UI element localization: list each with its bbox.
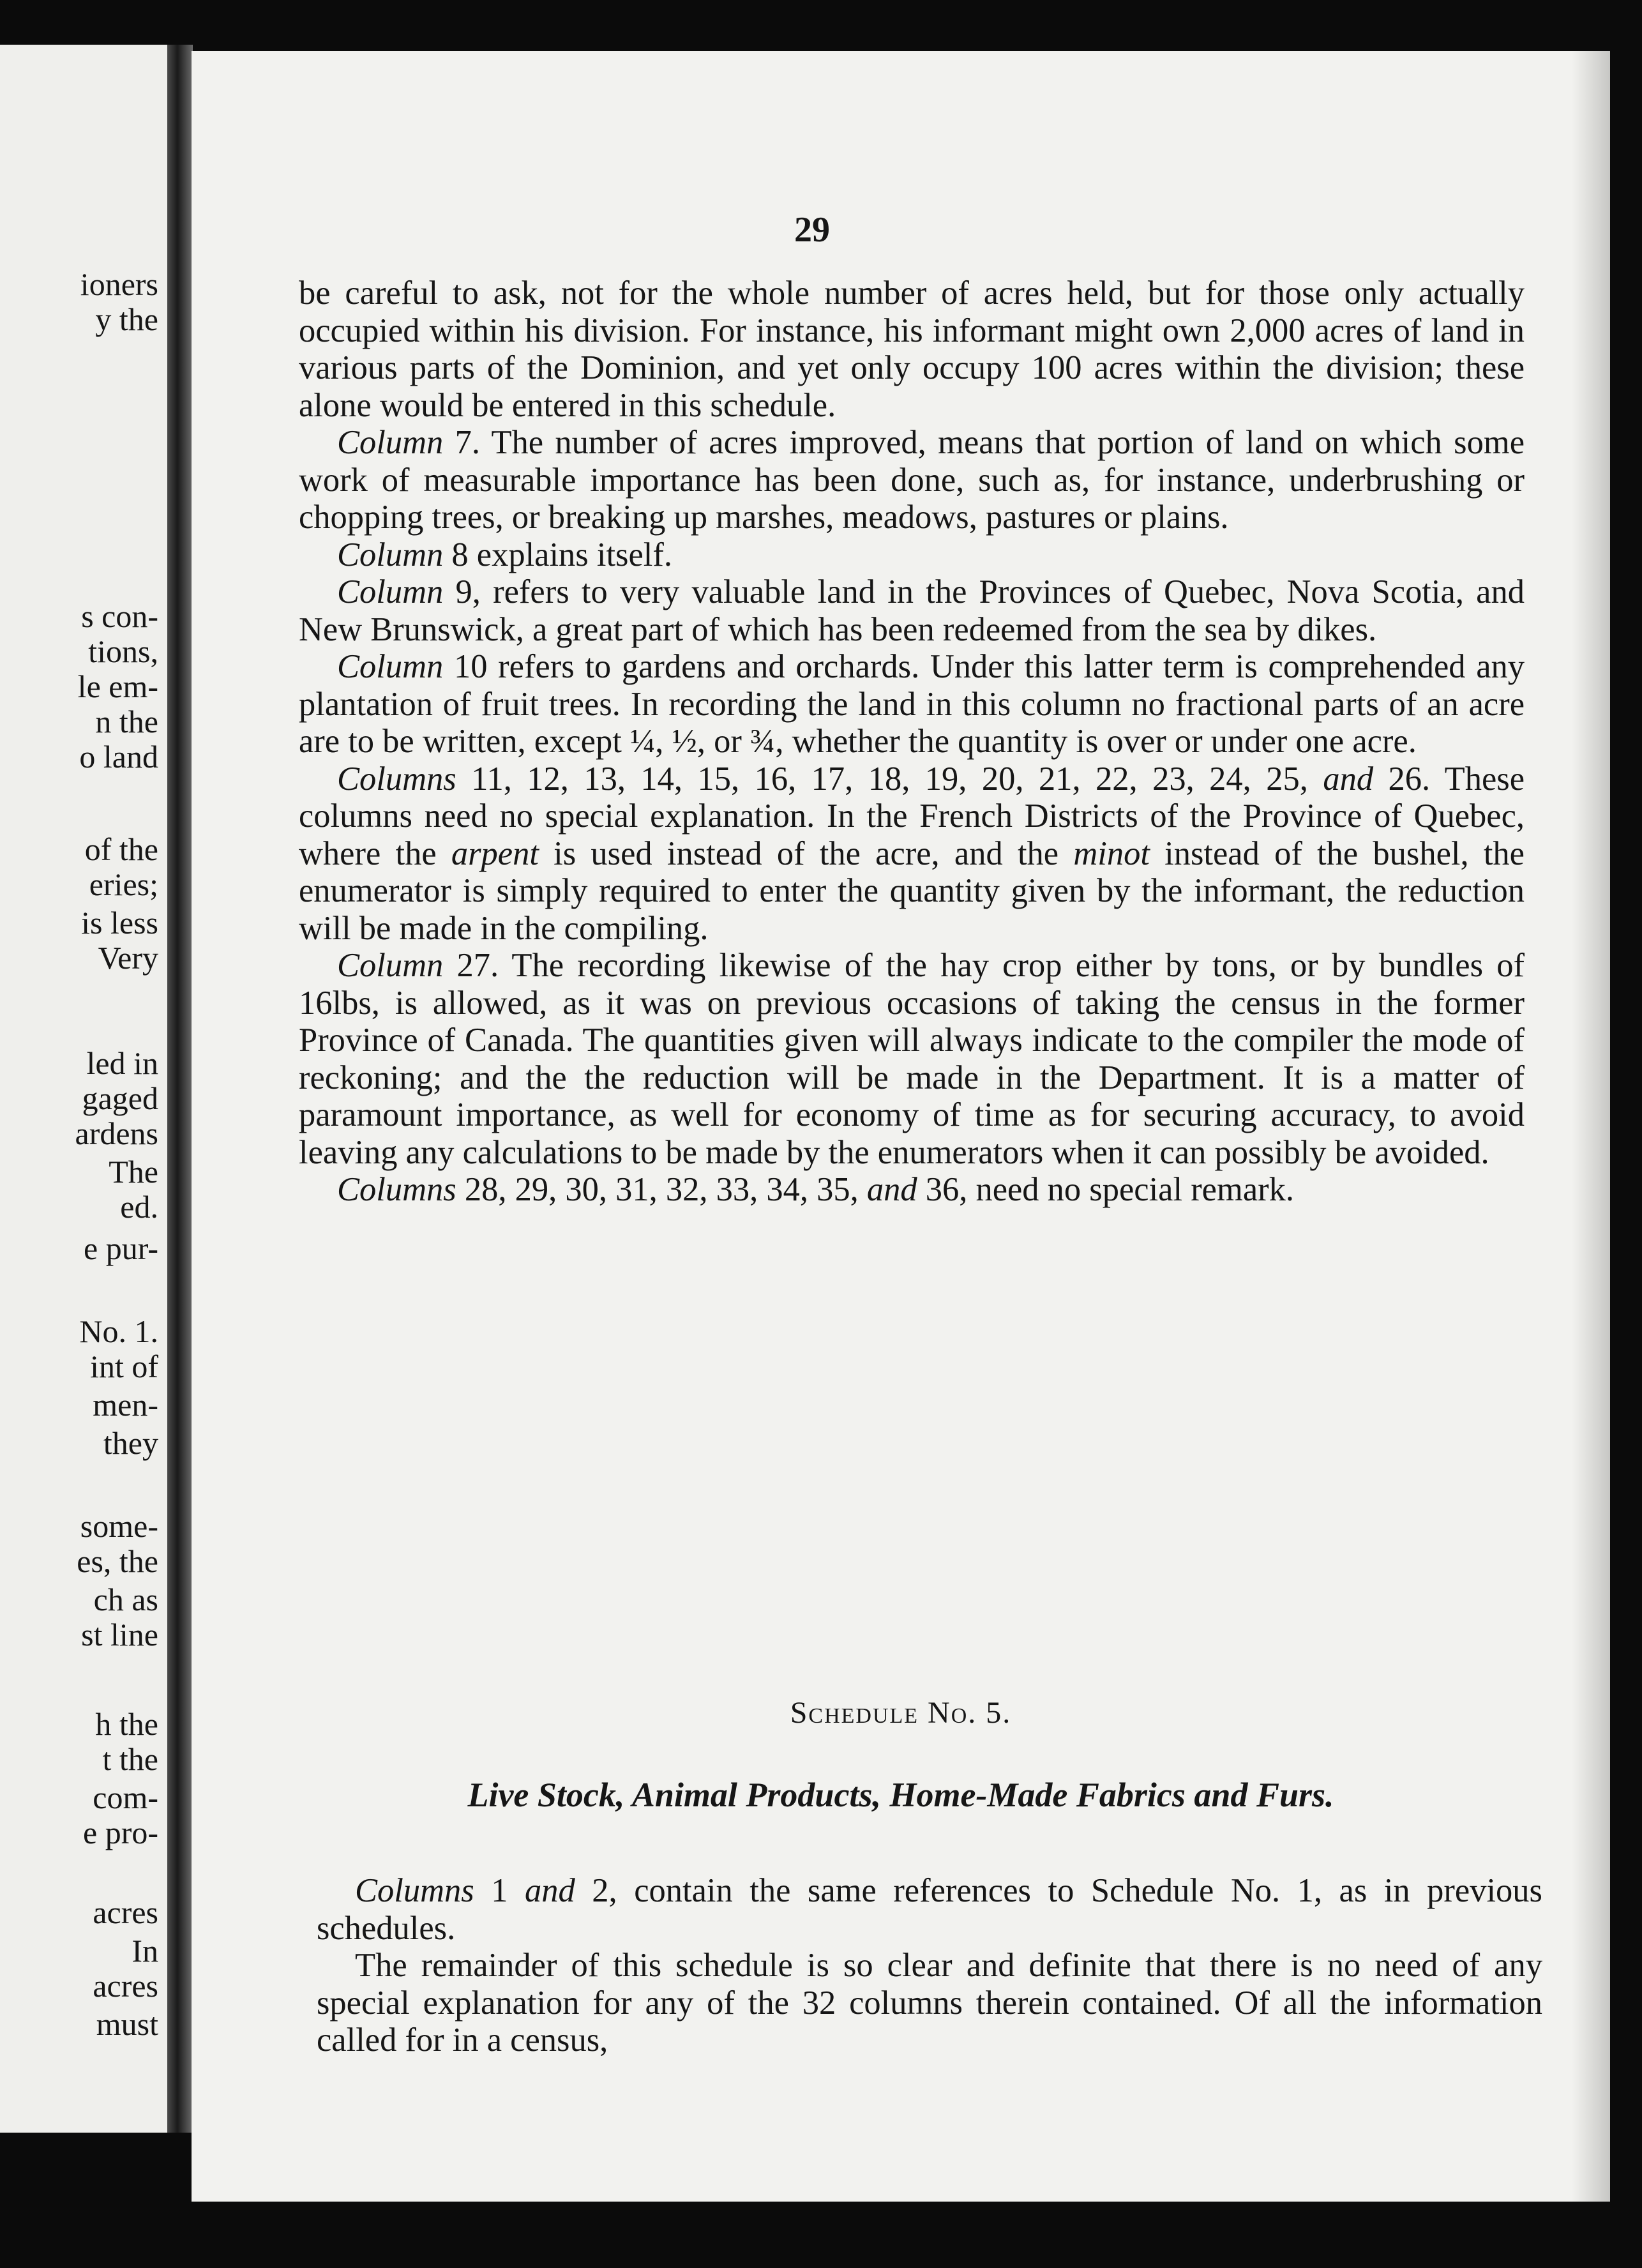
left-page-text-fragment: y the	[95, 301, 158, 337]
left-page-text-fragment: ardens	[75, 1115, 158, 1151]
left-page-text-fragment: they	[103, 1425, 158, 1461]
left-page-text-fragment: men-	[93, 1387, 158, 1423]
left-page-text-fragment: Very	[98, 940, 158, 976]
left-page-fragment	[0, 45, 167, 2133]
paragraph: Columns 11, 12, 13, 14, 15, 16, 17, 18, 19, 20, 21, 22, 23, 24, 25, and 26. These columns need no special explanation. In the French Districts of the Province of Quebec, where the arpent is used instead of the acre, and the minot instead of the bushel, the enumerator is simply required to enter the quantity given by the informant, the reduction will be made in the compiling.	[299, 760, 1525, 947]
left-page-text-fragment: n the	[95, 704, 158, 739]
left-page-text-fragment: int of	[90, 1349, 158, 1384]
left-page-text-fragment: led in	[86, 1045, 158, 1081]
left-page-text-fragment: eries;	[89, 866, 158, 902]
left-page-text-fragment: st line	[81, 1617, 158, 1652]
left-page-text-fragment: s con-	[81, 598, 158, 634]
paragraph: The remainder of this schedule is so clear and definite that there is no need of any special explanation for any of the 32 columns therein contained. Of all the information called for in a census,	[317, 1947, 1542, 2059]
left-page-text-fragment: es, the	[77, 1543, 158, 1579]
paragraph: Column 8 explains itself.	[337, 536, 672, 573]
left-page-text-fragment: ioners	[80, 266, 158, 302]
body-text-schedule	[317, 1872, 1542, 2059]
left-page-text-fragment: acres	[93, 1894, 158, 1930]
left-page-text-fragment: In	[132, 1933, 158, 1969]
left-page-text-fragment: e pur-	[84, 1230, 158, 1266]
left-page-text-fragment: t the	[102, 1741, 158, 1777]
left-page-text-fragment: e pro-	[83, 1815, 158, 1850]
left-page-text-fragment: com-	[93, 1780, 158, 1815]
left-page-text-fragment: is less	[81, 905, 158, 941]
page-edge-shadow	[1572, 51, 1610, 2202]
paragraph: Columns 28, 29, 30, 31, 32, 33, 34, 35, and 36, need no special remark.	[337, 1171, 1294, 1208]
left-page-text-fragment: acres	[93, 1968, 158, 2004]
page-number: 29	[794, 210, 830, 250]
schedule-heading: Schedule No. 5.	[790, 1696, 1012, 1730]
right-page	[192, 51, 1610, 2202]
schedule-subtitle: Live Stock, Animal Products, Home-Made Fabrics and Furs.	[467, 1776, 1334, 1814]
paragraph: Column 7. The number of acres improved, means that portion of land on which some work of measurable importance has been done, such as, for instance, underbrushing or chopping trees, or breaking up marshes, meadows, pastures or plains.	[299, 424, 1525, 536]
left-page-text-fragment: some-	[80, 1508, 158, 1544]
left-page-text-fragment: ch as	[93, 1582, 158, 1617]
paragraph: Column 10 refers to gardens and orchards. Under this latter term is comprehended any plantation of fruit trees. In recording the land in this column no fractional parts of an acre are to be written, except ¼, ½, or ¾, whether the quantity is over or under one acre.	[299, 648, 1525, 760]
left-page-text-fragment: must	[96, 2006, 158, 2042]
left-page-text-fragment: tions,	[88, 633, 158, 669]
left-page-text-fragment: The	[109, 1154, 158, 1190]
left-page-text-fragment: No. 1.	[79, 1313, 158, 1349]
body-text	[299, 275, 1525, 1209]
paragraph: be careful to ask, not for the whole number of acres held, but for those only actually occupied within his division. For instance, his informant might own 2,000 acres of land in various parts of the Dominion, and yet only occupy 100 acres within the division; these alone would be entered in this schedule.	[299, 275, 1525, 424]
left-page-text-fragment: ed.	[120, 1189, 158, 1225]
paragraph: Column 27. The recording likewise of the hay crop either by tons, or by bundles of 16lbs, is allowed, as it was on previous occasions of taking the census in the former Province of Canada. The quantities given will always indicate to the compiler the mode of reckoning; and the the reduction will be made in the Department. It is a matter of paramount importance, as well for economy of time as for securing accuracy, to avoid leaving any calculations to be made by the enumerators when it can possibly be avoided.	[299, 947, 1525, 1171]
left-page-text-fragment: le em-	[77, 669, 158, 704]
book-gutter	[167, 45, 193, 2133]
left-page-text-fragment: of the	[84, 831, 158, 867]
paragraph: Columns 1 and 2, contain the same references to Schedule No. 1, as in previous schedules.	[317, 1872, 1542, 1947]
left-page-text-fragment: gaged	[82, 1080, 158, 1116]
left-page-text-fragment: o land	[79, 739, 158, 775]
left-page-text-fragment: h the	[95, 1706, 158, 1742]
paragraph: Column 9, refers to very valuable land in the Provinces of Quebec, Nova Scotia, and New Brunswick, a great part of which has been redeemed from the sea by dikes.	[299, 573, 1525, 648]
